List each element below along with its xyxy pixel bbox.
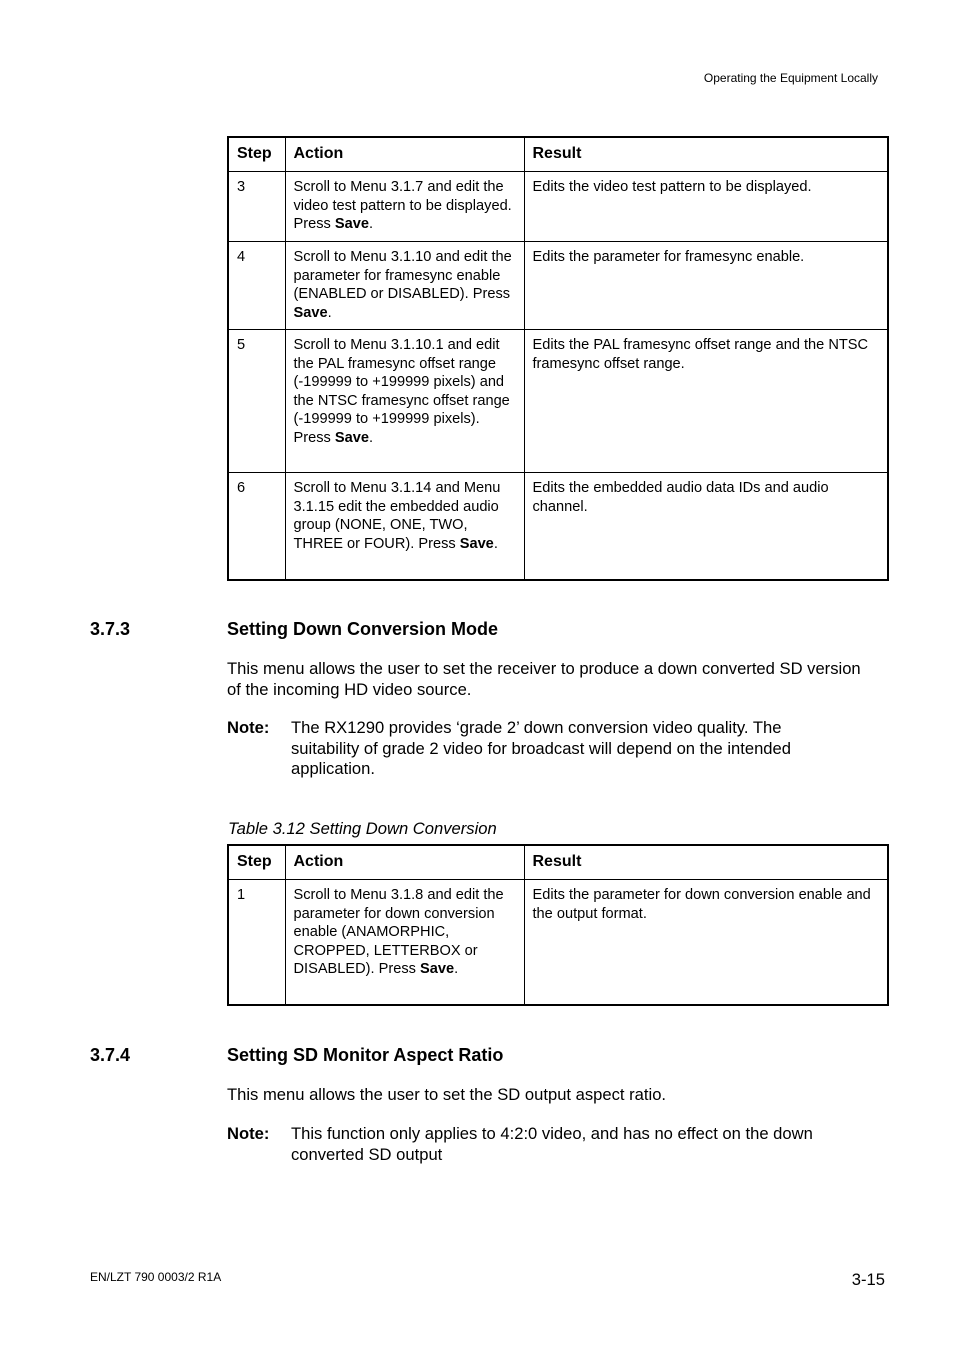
table-row — [228, 172, 888, 242]
step-cell: 5 — [228, 330, 285, 473]
table-row — [228, 330, 888, 473]
note-label: Note: — [227, 1124, 270, 1143]
note-text: This function only applies to 4:2:0 video, and has no effect on the down converted SD output — [291, 1124, 813, 1164]
running-header: Operating the Equipment Locally — [703, 71, 878, 85]
column-header-result: Result — [524, 137, 888, 172]
section-body: This menu allows the user to set the receiver to produce a down converted SD version of the incoming HD video source. — [227, 659, 861, 699]
step-cell: 4 — [228, 242, 285, 330]
action-cell: Scroll to Menu 3.1.10 and edit the parameter for framesync enable (ENABLED or DISABLED). Press Save. — [285, 242, 524, 330]
footer-page-number: 3-15 — [851, 1270, 885, 1289]
table-header-row — [228, 845, 888, 880]
table-row — [228, 242, 888, 330]
note-block — [227, 718, 867, 780]
action-cell: Scroll to Menu 3.1.8 and edit the parameter for down conversion enable (ANAMORPHIC, CROPPED, LETTERBOX or DISABLED). Press Save. — [285, 880, 524, 1006]
column-header-action: Action — [285, 845, 524, 880]
down-conversion-table — [227, 844, 889, 1006]
section-body: This menu allows the user to set the SD output aspect ratio. — [227, 1085, 667, 1104]
step-cell: 1 — [228, 880, 285, 1006]
result-cell: Edits the parameter for framesync enable. — [524, 242, 888, 330]
column-header-step: Step — [228, 845, 285, 880]
note-label: Note: — [227, 718, 270, 737]
result-cell: Edits the embedded audio data IDs and audio channel. — [524, 473, 888, 581]
table-row — [228, 880, 888, 1006]
action-cell: Scroll to Menu 3.1.7 and edit the video test pattern to be displayed. Press Save. — [285, 172, 524, 242]
action-cell: Scroll to Menu 3.1.10.1 and edit the PAL framesync offset range (-199999 to +199999 pixels) and the NTSC framesync offset range (-199999 to +199999 pixels). Press Save. — [285, 330, 524, 473]
step-cell: 3 — [228, 172, 285, 242]
section-title: Setting Down Conversion Mode — [227, 619, 499, 639]
column-header-step: Step — [228, 137, 285, 172]
section-title: Setting SD Monitor Aspect Ratio — [227, 1045, 504, 1065]
table-header-row — [228, 137, 888, 172]
column-header-action: Action — [285, 137, 524, 172]
footer-doc-id: EN/LZT 790 0003/2 R1A — [90, 1270, 222, 1284]
table-row — [228, 473, 888, 581]
result-cell: Edits the video test pattern to be displayed. — [524, 172, 888, 242]
action-cell: Scroll to Menu 3.1.14 and Menu 3.1.15 edit the embedded audio group (NONE, ONE, TWO, THREE or FOUR). Press Save. — [285, 473, 524, 581]
note-text: The RX1290 provides ‘grade 2’ down conversion video quality. The suitability of grade 2 video for broadcast will depend on the intended application. — [291, 718, 791, 778]
table-caption: Table 3.12 Setting Down Conversion — [228, 819, 497, 838]
steps-table-continued — [227, 136, 889, 581]
section-number: 3.7.3 — [90, 619, 131, 639]
step-cell: 6 — [228, 473, 285, 581]
result-cell: Edits the PAL framesync offset range and the NTSC framesync offset range. — [524, 330, 888, 473]
column-header-result: Result — [524, 845, 888, 880]
section-number: 3.7.4 — [90, 1045, 131, 1065]
result-cell: Edits the parameter for down conversion enable and the output format. — [524, 880, 888, 1006]
note-block — [227, 1124, 867, 1165]
